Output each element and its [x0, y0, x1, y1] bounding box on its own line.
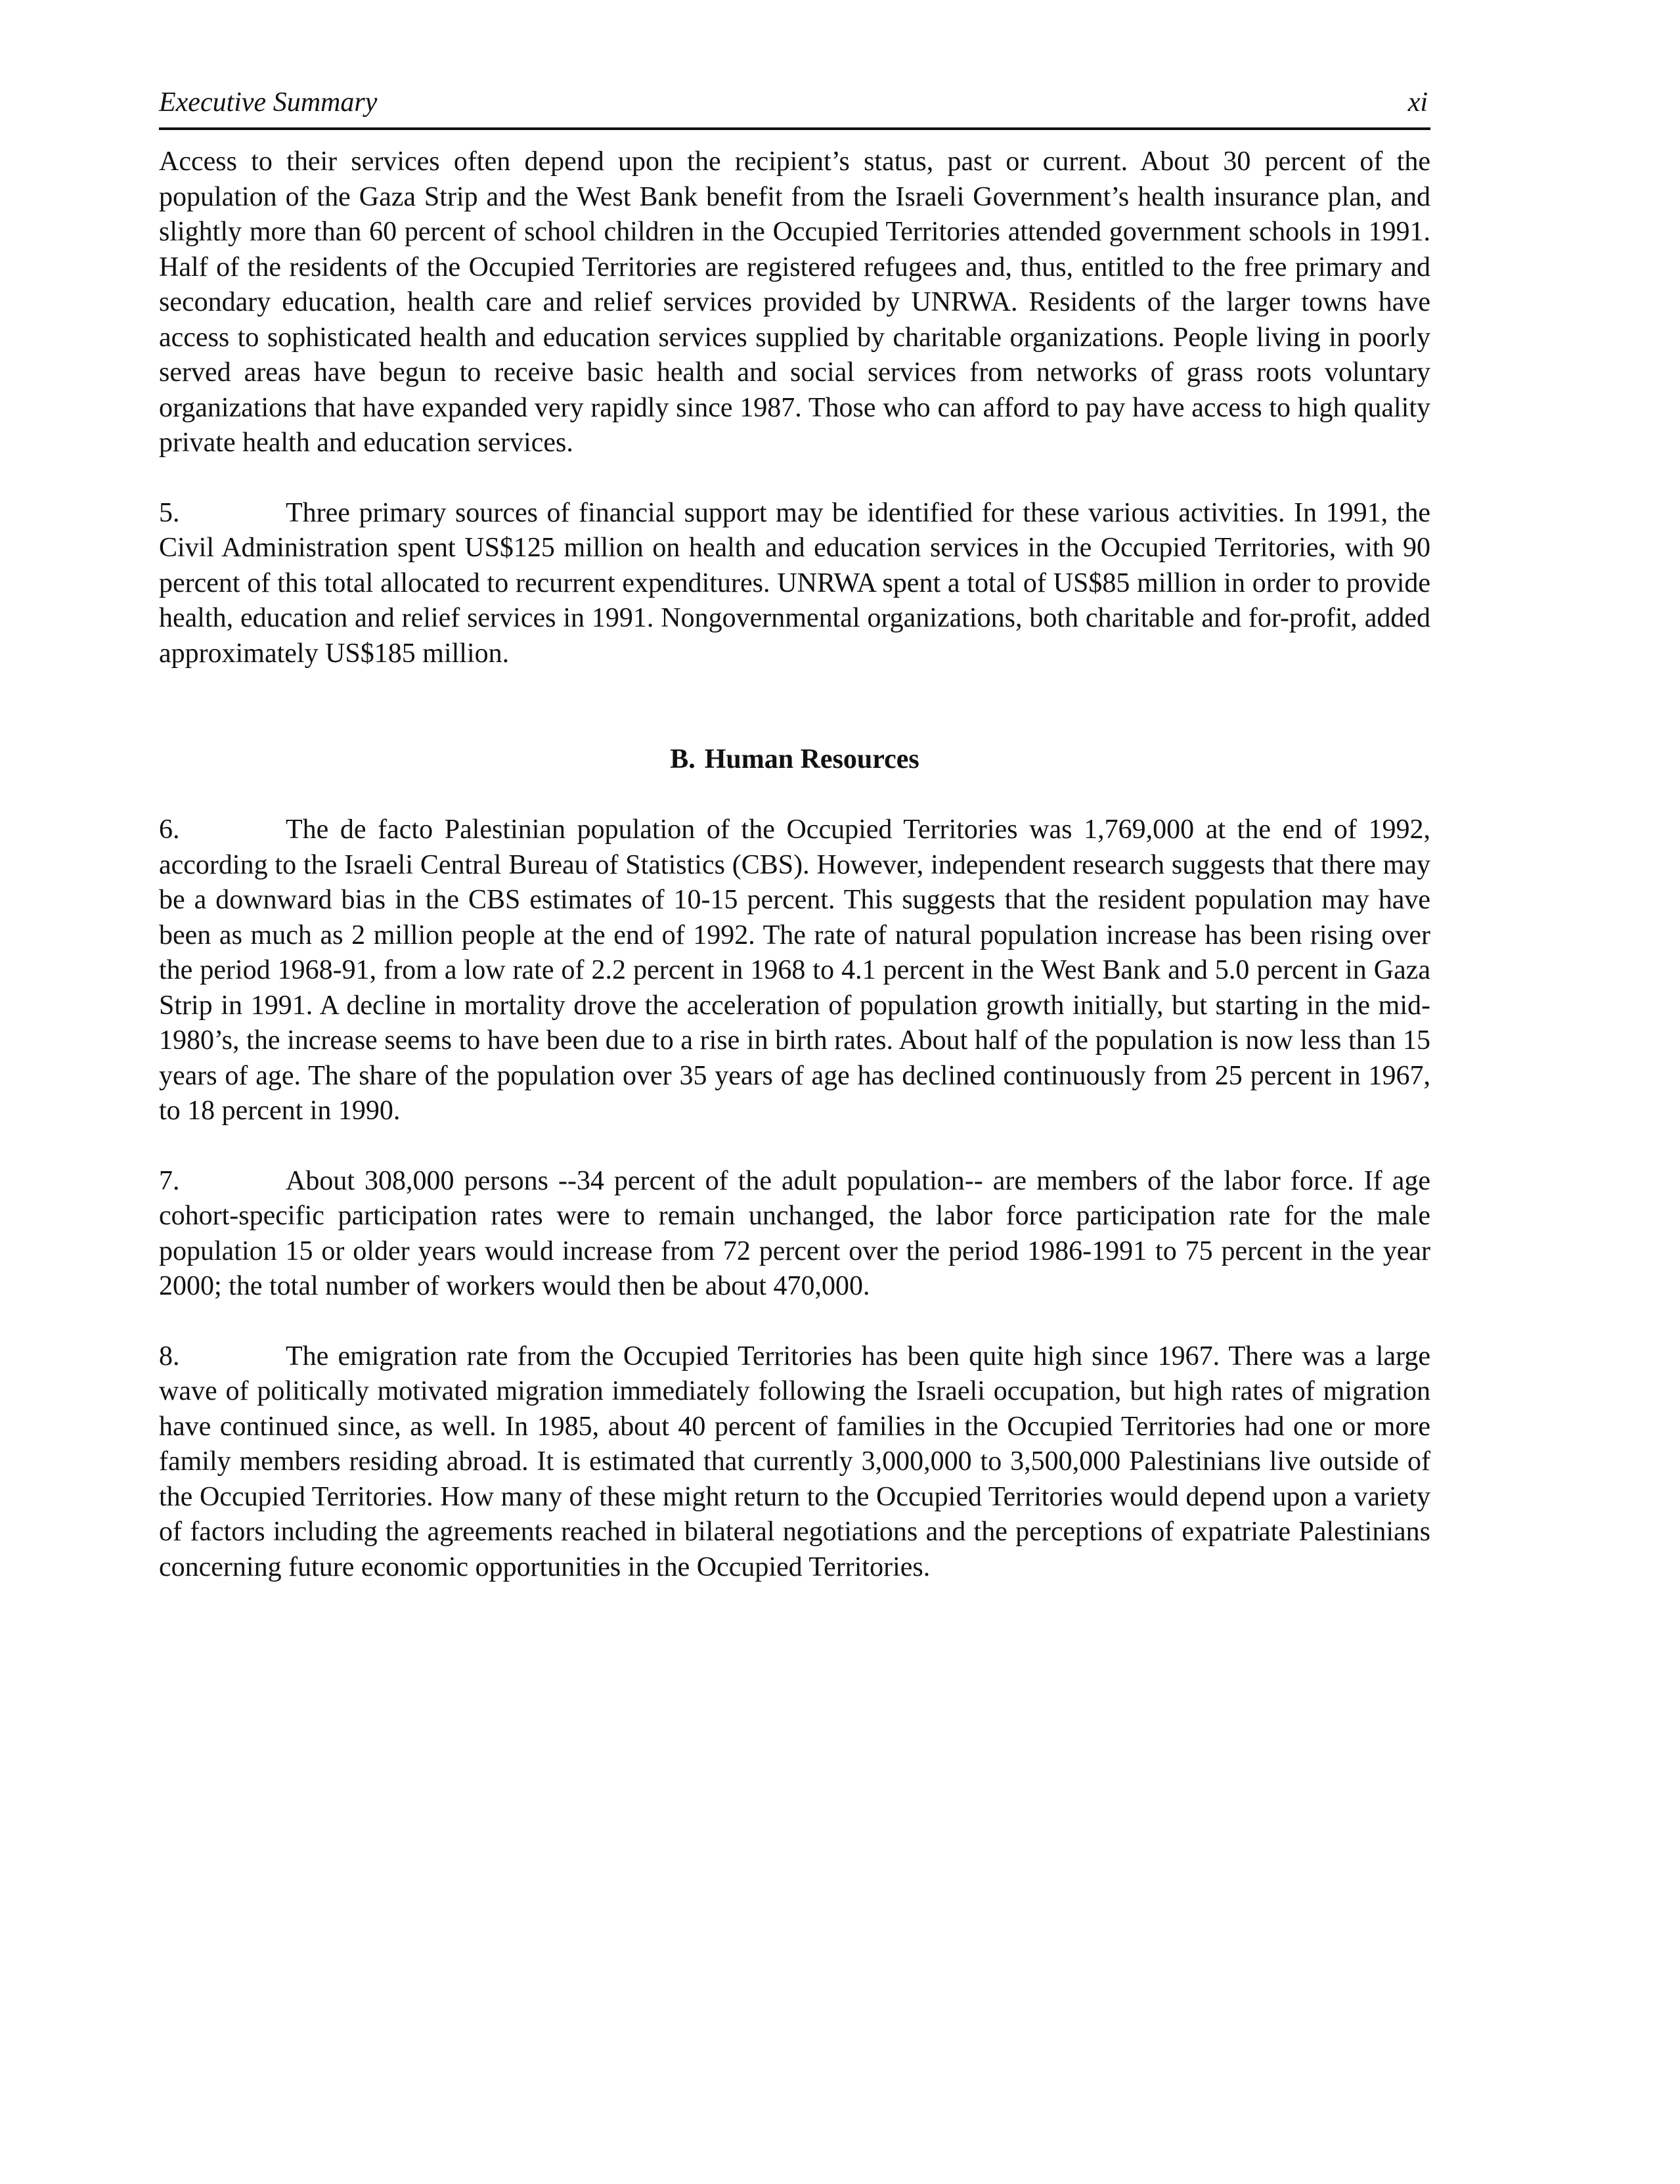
header-title: Executive Summary: [159, 87, 378, 118]
paragraph-number: 8.: [159, 1341, 180, 1371]
paragraph-continued: [159, 145, 1430, 461]
paragraph-7: [159, 1164, 1430, 1304]
paragraph-number: 6.: [159, 814, 180, 845]
body-text: [159, 145, 1430, 1585]
paragraph-text: The emigration rate from the Occupied Territories has been quite high since 1967. There was a large wave of politically motivated migration immediately following the Israeli occupation, but high rates of migration have continued since, as well. In 1985, about 40 percent of families in the Occupied Territories had one or more family members residing abroad. It is estimated that currently 3,000,000 to 3,500,000 Palestinians live outside of the Occupied Territories. How many of these might return to the Occupied Territories would depend upon a variety of factors including the agreements reached in bilateral negotiations and the perceptions of expatriate Palestinians concerning future economic opportunities in the Occupied Territories.: [159, 1341, 1430, 1582]
paragraph-text: The de facto Palestinian population of the Occupied Territories was 1,769,000 at the end of 1992, according to the Israeli Central Bureau of Statistics (CBS). However, independent research suggests that there may be a downward bias in the CBS estimates of 10-15 percent. This suggests that the resident population may have been as much as 2 million people at the end of 1992. The rate of natural population increase has been rising over the period 1968-91, from a low rate of 2.2 percent in 1968 to 4.1 percent in the West Bank and 5.0 percent in Gaza Strip in 1991. A decline in mortality drove the acceleration of population growth initially, but starting in the mid-1980’s, the increase seems to have been due to a rise in birth rates. About half of the population is now less than 15 years of age. The share of the population over 35 years of age has declined continuously from 25 percent in 1967, to 18 percent in 1990.: [159, 814, 1430, 1126]
section-title: Human Resources: [704, 744, 919, 774]
paragraph-text: Three primary sources of financial support may be identified for these various activities. In 1991, the Civil Administration spent US$125 million on health and education services in the Occupied Territories, with 90 percent of this total allocated to recurrent expenditures. UNRWA spent a total of US$85 million in order to provide health, education and relief services in 1991. Nongovernmental organizations, both charitable and for-profit, added approximately US$185 million.: [159, 497, 1430, 669]
paragraph-5: [159, 496, 1430, 672]
header-page-number: xi: [1407, 87, 1428, 118]
paragraph-text: About 308,000 persons --34 percent of the adult population-- are members of the labor force. If age cohort-specific participation rates were to remain unchanged, the labor force participation rate for the male population 15 or older years would increase from 72 percent over the period 1986-1991 to 75 percent in the year 2000; the total number of workers would then be about 470,000.: [159, 1165, 1430, 1301]
section-letter: B.: [670, 744, 696, 774]
paragraph-text: Access to their services often depend upon the recipient’s status, past or current. About 30 percent of the population of the Gaza Strip and the West Bank benefit from the Israeli Government’s health insurance plan, and slightly more than 60 percent of school children in the Occupied Territories attended government schools in 1991. Half of the residents of the Occupied Territories are registered refugees and, thus, entitled to the free primary and secondary education, health care and relief services provided by UNRWA. Residents of the larger towns have access to sophisticated health and education services supplied by charitable organizations. People living in poorly served areas have begun to receive basic health and social services from networks of grass roots voluntary organizations that have expanded very rapidly since 1987. Those who can afford to pay have access to high quality private health and education services.: [159, 146, 1430, 458]
section-heading: [159, 742, 1430, 777]
paragraph-6: [159, 813, 1430, 1129]
paragraph-number: 5.: [159, 497, 180, 528]
document-page: [159, 79, 1430, 1585]
paragraph-number: 7.: [159, 1165, 180, 1196]
running-header: [159, 79, 1430, 130]
paragraph-8: [159, 1339, 1430, 1586]
